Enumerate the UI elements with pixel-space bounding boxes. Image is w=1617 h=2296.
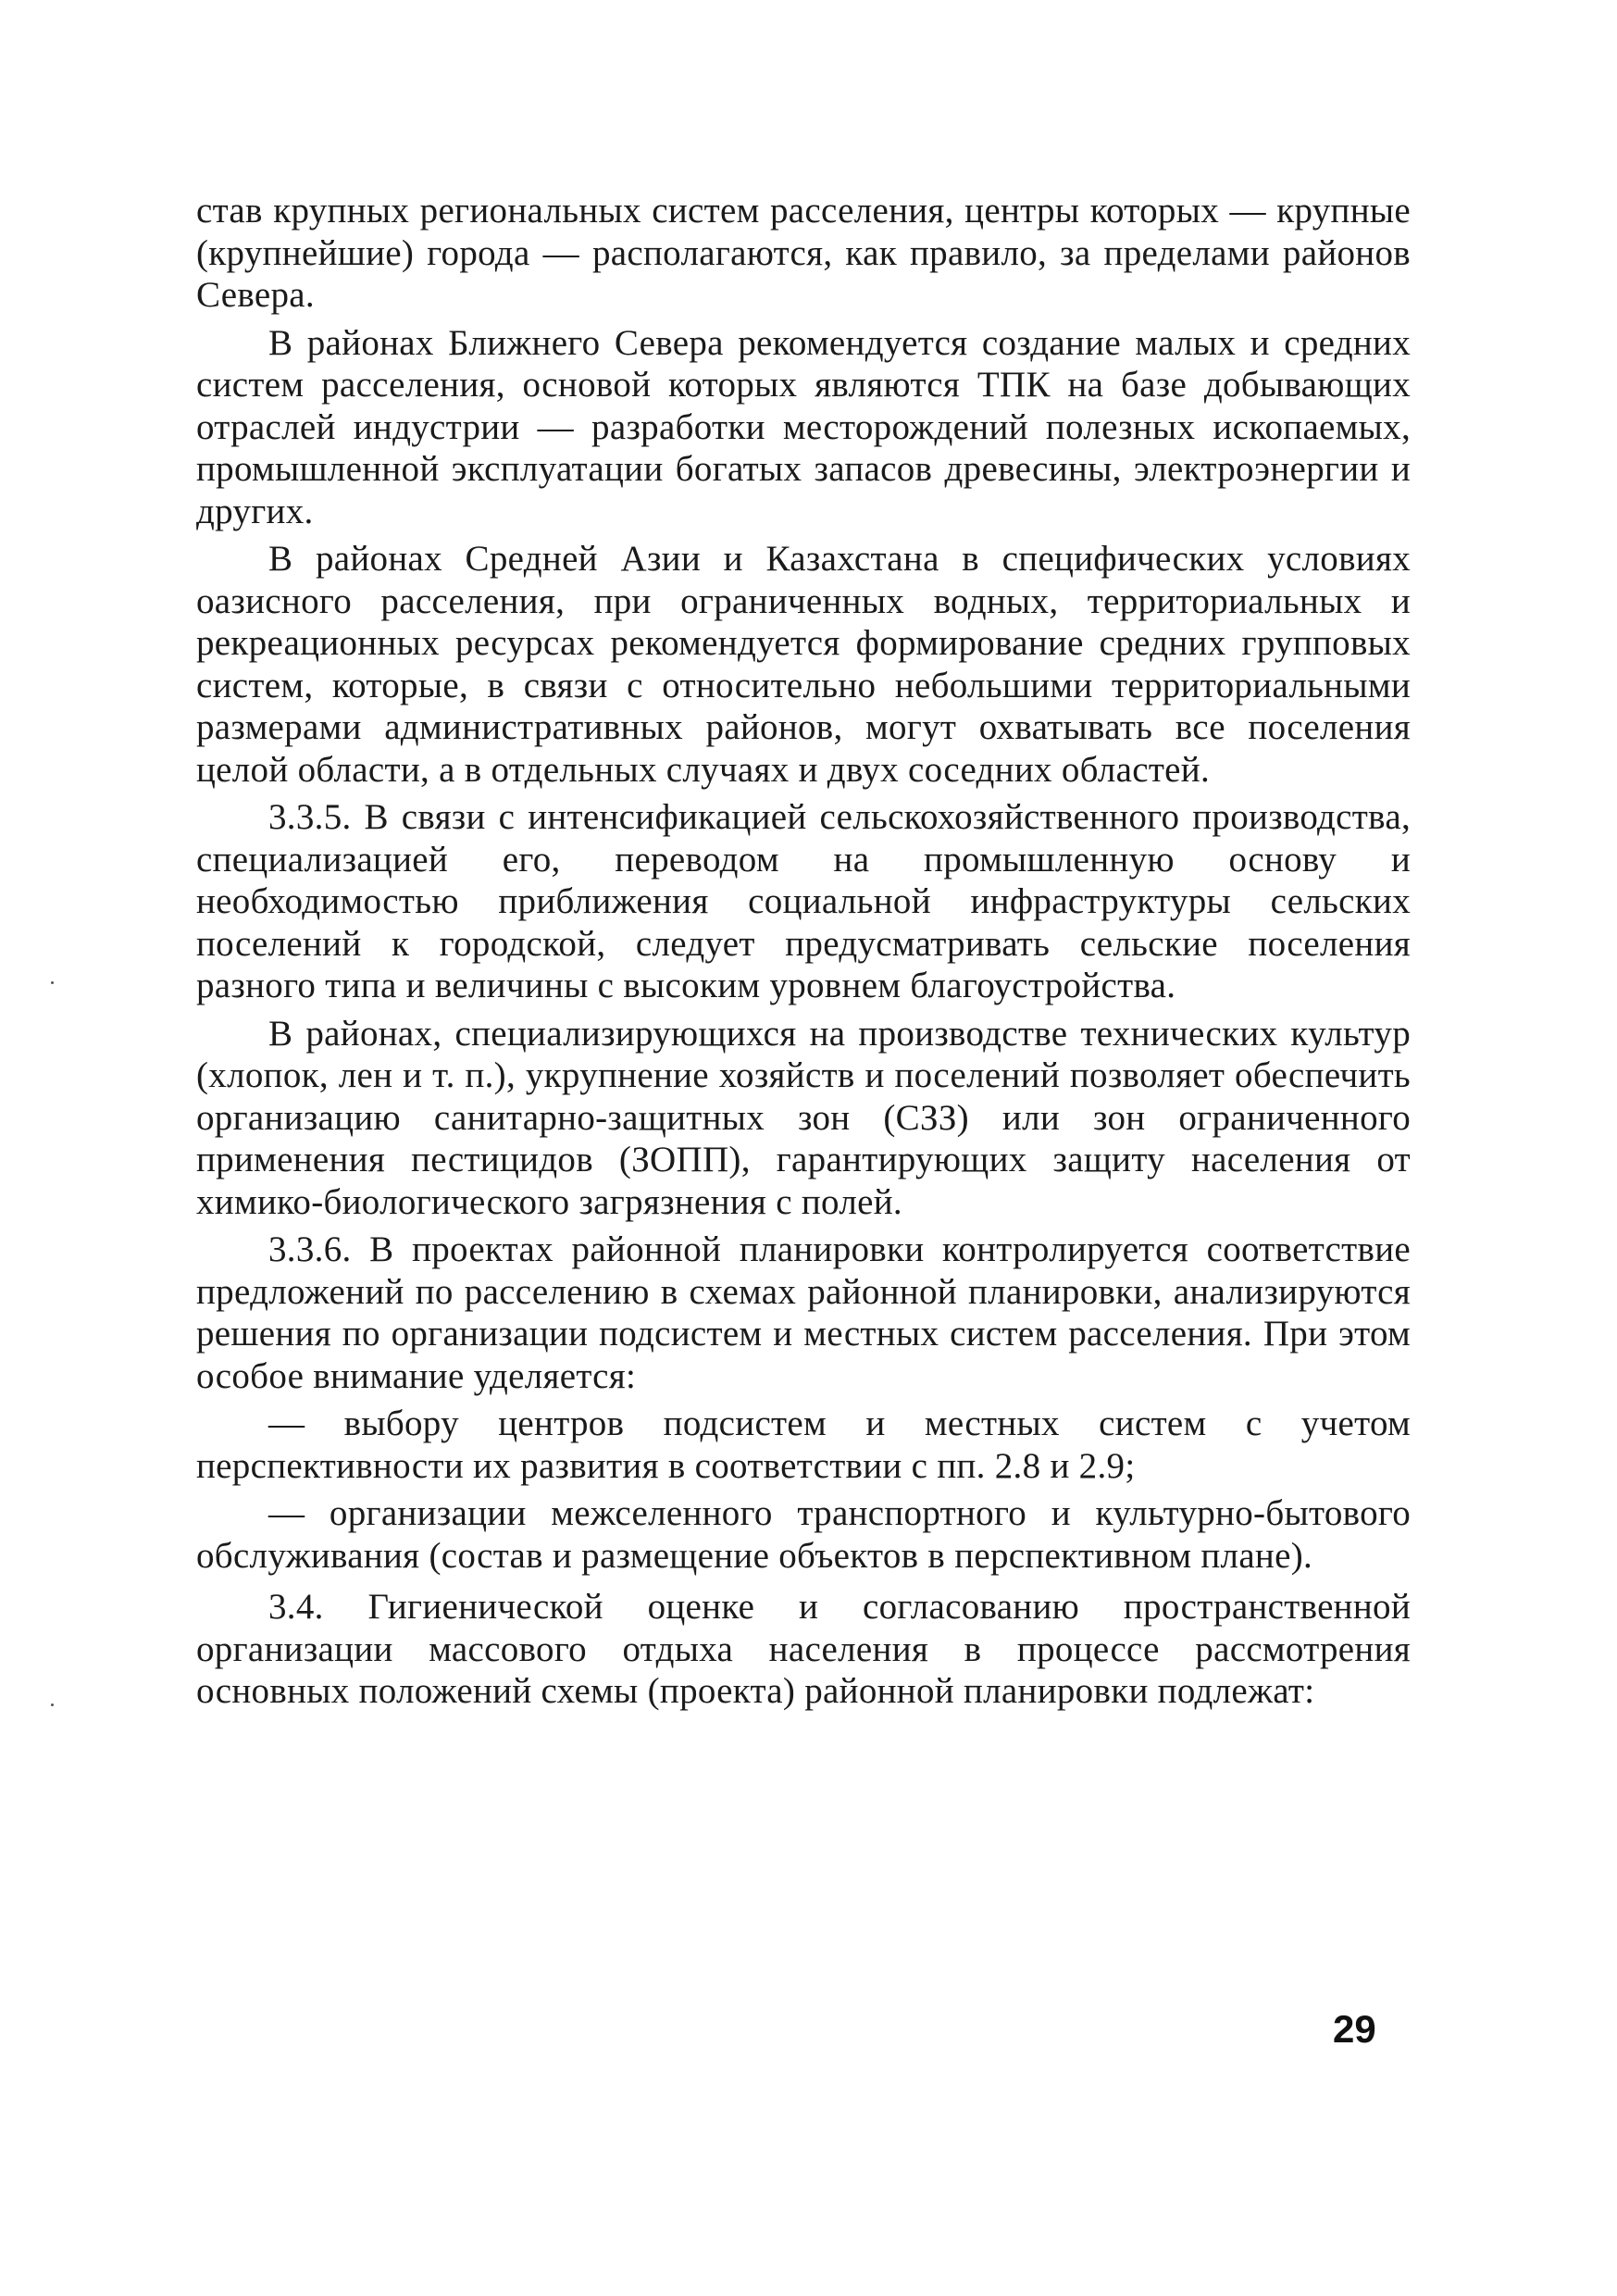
paragraph-technical-crops: В районах, специализирующихся на производстве технических культур (хлопок, лен и т. п.), укрупнение хозяйств и поселений позволяет обеспечить организацию санитарно-защитных зон (СЗЗ) или зон ограниченного применения пестицидов (ЗОПП), гарантирующих защиту населения от химико-биологического загрязнения с полей. — [196, 1013, 1411, 1222]
list-item-centers: — выбору центров подсистем и местных систем с учетом перспективности их развития в соответствии с пп. 2.8 и 2.9; — [196, 1404, 1411, 1486]
list-item-transport: — организации межселенного транспортного и культурно-бытового обслуживания (состав и размещение объектов в перспективном плане). — [196, 1493, 1411, 1576]
paragraph-central-asia: В районах Средней Азии и Казахстана в специфических условиях оазисного расселения, при ограниченных водных, территориальных и рекреационных ресурсах рекомендуется формирование средних групповых систем, которые, в связи с относительно небольшими территориальными размерами административных районов, могут охватывать все поселения целой области, а в отдельных случаях и двух соседних областей. — [196, 539, 1411, 790]
page-number: 29 — [1333, 2007, 1376, 2051]
scan-speck — [51, 981, 54, 984]
paragraph-3-3-5: 3.3.5. В связи с интенсификацией сельскохозяйственного производства, специализацией его, переводом на промышленную основу и необходимостью приближения социальной инфраструктуры сельских поселений к городской, следует предусматривать сельские поселения разного типа и величины с высоким уровнем благоустройства. — [196, 797, 1411, 1005]
scan-speck — [51, 1703, 54, 1706]
paragraph-3-4: 3.4. Гигиенической оценке и согласованию пространственной организации массового отдыха населения в процессе рассмотрения основных положений схемы (проекта) районной планировки подлежат: — [196, 1587, 1411, 1711]
paragraph-continuation: став крупных региональных систем расселения, центры которых — крупные (крупнейшие) города — располагаются, как правило, за пределами районов Севера. — [196, 191, 1411, 315]
paragraph-near-north: В районах Ближнего Севера рекомендуется создание малых и средних систем расселения, основой которых являются ТПК на базе добывающих отраслей индустрии — разработки месторождений полезных ископаемых, промышленной эксплуатации богатых запасов древесины, электроэнергии и других. — [196, 322, 1411, 531]
paragraph-3-3-6: 3.3.6. В проектах районной планировки контролируется соответствие предложений по расселению в схемах районной планировки, анализируются решения по организации подсистем и местных систем расселения. При этом особое внимание уделяется: — [196, 1229, 1411, 1396]
body-text — [196, 190, 1411, 1718]
